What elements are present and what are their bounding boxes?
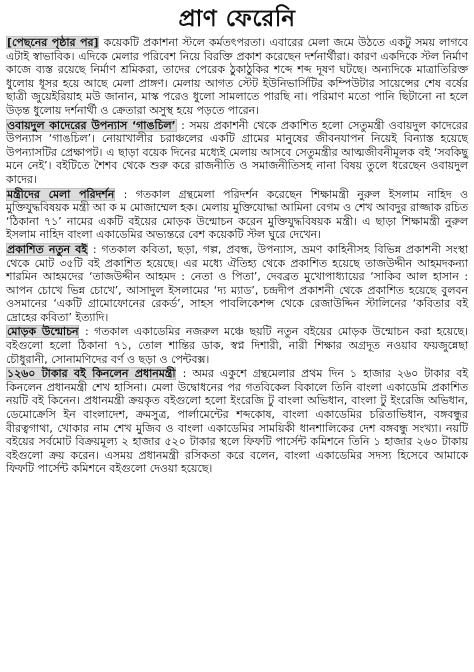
paragraph-heading: ওবায়দুল কাদেরের উপন্যাস ‘গাঙচিল’	[7, 118, 176, 132]
paragraph-fair-environment	[6, 36, 468, 118]
paragraph-ministers-visit	[6, 188, 468, 242]
paragraph-heading: মোড়ক উন্মোচন	[7, 325, 79, 339]
paragraph-text: : গতকাল কবিতা, ছড়া, গল্প, প্রবন্ধ, উপন্যাস, ভ্রমণ কাহিনীসহ বিভিন্ন প্রকাশনী সংস্থা থেকে মোট ৩৫টি বই প্রকাশিত হয়েছে। এর মধ্যে ঐতিহ্য থেকে প্রকাশিত হয়েছে তাজউদ্দীন আহমদকন্যা শারমিন আহমদের ‘তাজউদ্দীন আহমদ : নেতা ও পিতা’, দেবব্রত মুখোপাধ্যায়ের ‘সাকিব আল হাসান : আপন চোখে ভিন্ন চোখে’, আসাদুল ইসলামের ‘দ্য ম্যাড’, চন্দ্রদীপ প্রকাশনী থেকে প্রকাশিত হয়েছে বুলবন ওসমানের ‘একটি গ্রামোফোনের রেকর্ড’, সাহস পাবলিকেশন্স থেকে রেজাউদ্দিন স্টালিনের ‘কবিতার বই দ্রোহের কবিতা’ ইত্যাদি।	[6, 242, 468, 324]
paragraph-heading: ১২৬০ টাকার বই কিনলেন প্রধানমন্ত্রী	[7, 367, 176, 381]
paragraph-text: : অমর একুশে গ্রন্থমেলার প্রথম দিন ১ হাজার ২৬০ টাকার বই কিনলেন প্রধানমন্ত্রী শেখ হাসিনা। মেলা উদ্বোধনের পর গতবিকেল বিকালে তিনি বাংলা একাডেমি প্রকাশিত নয়টি বই কিনেন। প্রধানমন্ত্রী ক্রয়কৃত বইগুলো হলো ইংরেজি টু বাংলা অভিধান, বাংলা টু ইংরেজি অভিধান, ডেমোক্রেসি ইন বাংলাদেশ, ক্রমসুত্র, পার্লামেন্টের শব্দকোষ, বাংলা একাডেমির চরিতাভিধান, বঙ্গবন্ধুর বীরত্বগাথা, খোকার নাম শেখ মুজিব ও বাংলা একাডেমির সাময়িকী ধানশালিকের দেশ বঙ্গবন্ধু সংখ্যা। নয়টি বইয়ের সর্বমোট বিক্রয়মূল্য ২ হাজার ৫২০ টাকার স্থলে ফিফটি পার্সেন্ট কমিশনে তিনি ১ হাজার ২৬০ টাকায় বইগুলো ক্রয় করেন। এসময় প্রধানমন্ত্রী রসিকতা করে বলেন, বাংলা একাডেমির সদস্য হিসেবে আমাকে ফিফটি পার্সেন্ট কমিশনে বইগুলো দেওয়া হয়েছে।	[6, 367, 469, 476]
paragraph-cover-unveiling	[6, 325, 468, 366]
paragraph-heading: মন্ত্রীদের মেলা পরিদর্শন	[7, 187, 115, 201]
paragraph-text: : গতকাল একাডেমির নজরুল মঞ্চে ছয়টি নতুন বইয়ের মোড়ক উন্মোচন করা হয়েছে। বইগুলো হলো ঠিকানা ৭১, তোল শান্তির ডাক, স্বপ্ন দিশারী, নারী শিক্ষার অগ্রদূত নওয়াব ফয়জুন্নেছা চৌধুরানী, সোনামণিদের বর্ণ ও ছড়া ও পেন্টবক্স।	[6, 325, 468, 366]
paragraph-heading: প্রকাশিত নতুন বই	[7, 242, 88, 256]
paragraph-pm-books	[6, 367, 468, 476]
paragraph-heading: [পেছনের পৃষ্ঠার পর]	[7, 36, 99, 49]
paragraph-text: : সময় প্রকাশনী থেকে প্রকাশিত হলো সেতুমন্ত্রী ওবায়দুল কাদেরের উপন্যাস ‘গাঙচিল’। নোয়াখালীর চরাঞ্চলের একটি গ্রামের মানুষের জীবনযাপন নিয়েই বিন্যাস্ত হয়েছে উপন্যাসটির প্রেক্ষাপট। এ ছাড়া বয়েক দিনের মধ্যেই মেলায় আসবে সেতুমন্ত্রীর আত্মজীবনীমূলক বই ‘সবকিছু মনে নেই’। বইটিতে শৈশব থেকে শুরু করে রাজনীতি ও সমাজনীতিসহ নানা বিষয় তুলে ধরেছেন ওবায়দুল কাদের।	[6, 118, 468, 186]
paragraph-new-books	[6, 243, 468, 325]
article-body	[6, 36, 468, 476]
paragraph-text: কয়েকটি প্রকাশনা স্টলে কর্মতৎপরতা। এবারের মেলা জমে উঠতে একটু সময় লাগবে এটাই স্বাভাবিক। এদিকে মেলার পরিবেশ নিয়ে বিরক্তি প্রকাশ করেছেন দর্শনার্থীরা। কারণ একদিকে স্টল নির্মাণ কাজে ব্যস্ত রয়েছে নির্মাণ শ্রমিকরা, তাদের পেরেক ঠুকাঠুকির শব্দে শব্দ দূষণ ঘটছে। অন্যদিকে মাত্রাতিরিক্ত ধুলোয় ধূসর হয়ে আছে মেলা প্রাঙ্গণ। মেলায় আগত স্টেট ইউনিভার্সিটির কম্পিউটার সায়েন্সের শেষ বর্ষের ছাত্রী জুয়েইরিয়াহ মউ জানান, মাস্ক পরেও ধুলো সামলাতে পারছি না। পরিমাণ মতো পানি ছিটানো না হলে উড়ন্ত ধুলোয় দর্শনার্থী ও ক্রেতারা অসুস্থ হয়ে পড়তে পারেন।	[6, 36, 468, 117]
article-title: প্রাণ ফেরেনি	[178, 6, 296, 32]
paragraph-novel-gangchil	[6, 119, 468, 187]
paragraph-text: : গতকাল গ্রন্থমেলা পরিদর্শন করেছেন শিক্ষামন্ত্রী নুরুল ইসলাম নাহিদ ও মুক্তিযুদ্ধবিষয়ক মন্ত্রী আ ক ম মোজাম্মেল হক। মেলায় মুক্তিযোদ্ধা আমিনা বেগম ও শেখ আবদুর রাজ্জাক রচিত ‘ঠিকানা ৭১’ নামের একটি বইয়ের মোড়ক উন্মোচন করেন মুক্তিযুদ্ধবিষয়ক মন্ত্রী। এ ছাড়া শিক্ষামন্ত্রী নুরুল ইসলাম নাহিদ বাংলা একাডেমির অভ্যন্তরে বেশ কয়েকটি স্টল ঘুরে দেখেন।	[6, 187, 468, 242]
